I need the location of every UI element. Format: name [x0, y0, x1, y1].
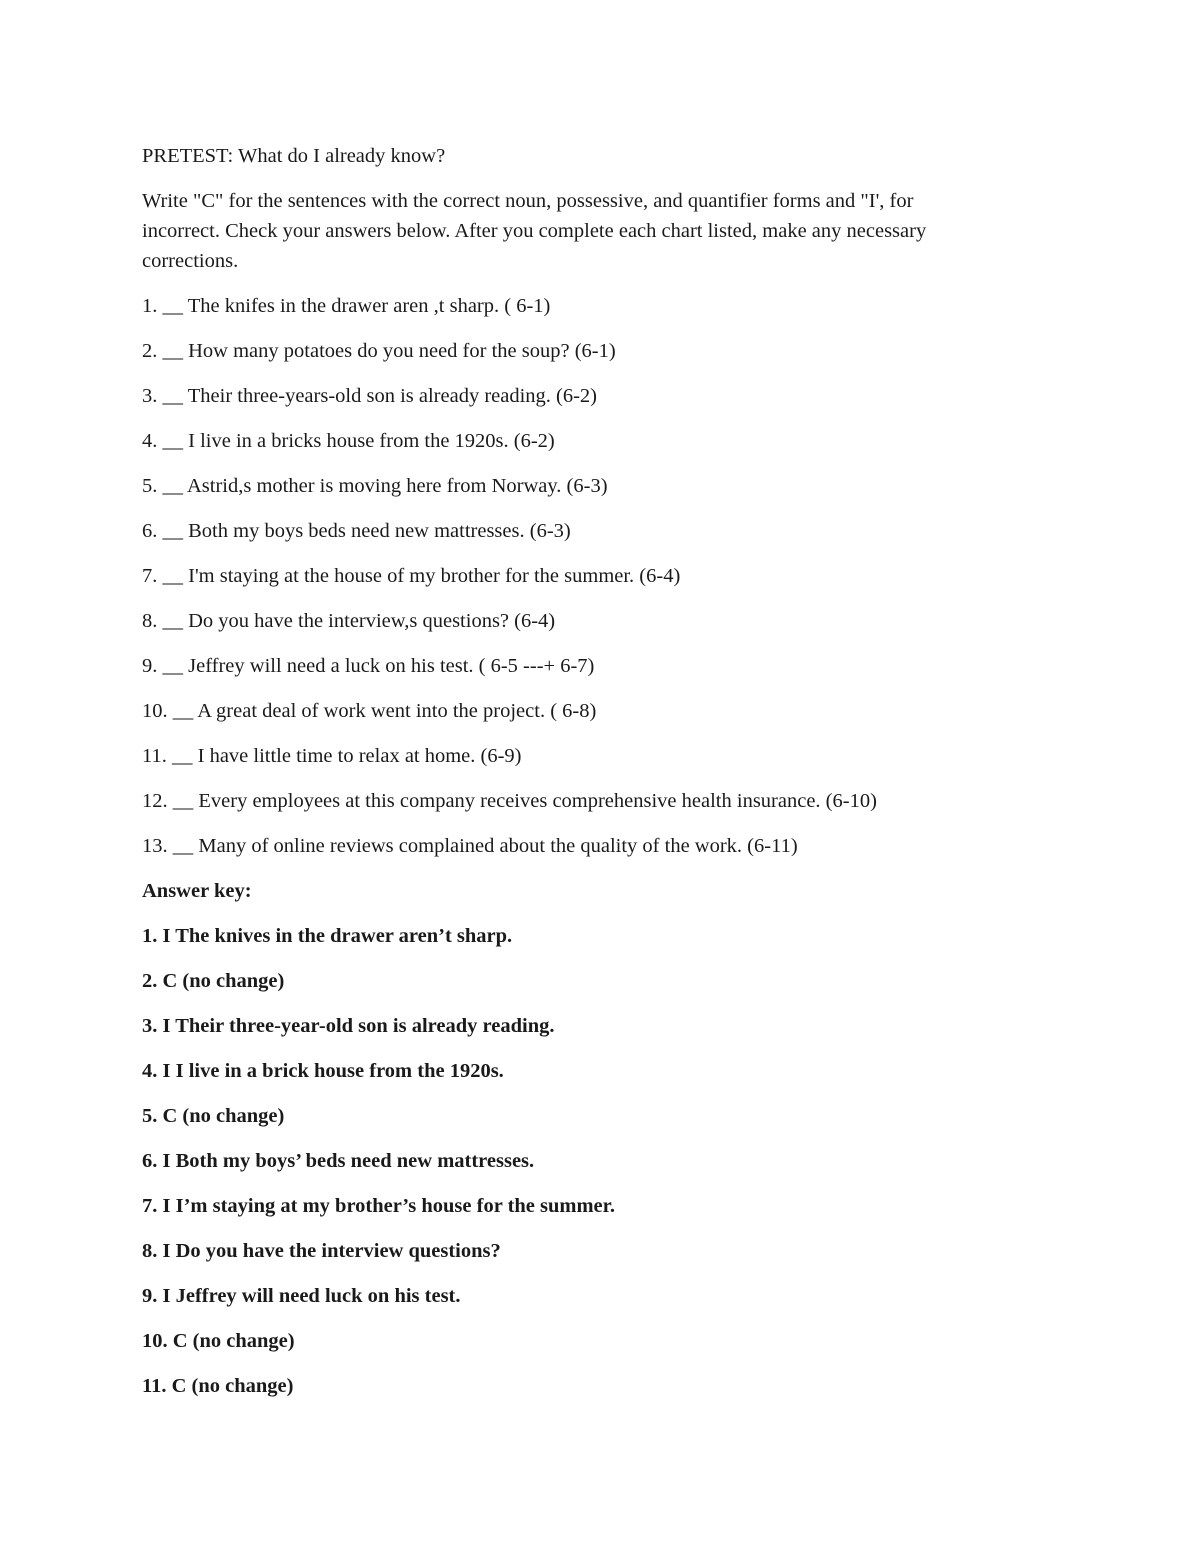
question-item: 13. __ Many of online reviews complained about the quality of the work. (6-11) [142, 835, 798, 857]
question-item: 6. __ Both my boys beds need new mattresses. (6-3) [142, 520, 571, 542]
answer-item: 7. I I’m staying at my brother’s house for the summer. [142, 1195, 615, 1217]
question-item: 10. __ A great deal of work went into the project. ( 6-8) [142, 700, 597, 722]
answer-item: 9. I Jeffrey will need luck on his test. [142, 1285, 461, 1307]
answer-item: 4. I I live in a brick house from the 1920s. [142, 1060, 504, 1082]
question-item: 8. __ Do you have the interview,s questions? (6-4) [142, 610, 556, 632]
answer-item: 11. C (no change) [142, 1375, 294, 1397]
instructions-line: incorrect. Check your answers below. After you complete each chart listed, make any necessary [142, 220, 927, 242]
question-item: 9. __ Jeffrey will need a luck on his test. ( 6-5 ---+ 6-7) [142, 655, 595, 677]
question-item: 1. __ The knifes in the drawer aren ,t sharp. ( 6-1) [142, 295, 551, 317]
instructions-line: Write "C" for the sentences with the correct noun, possessive, and quantifier forms and "I', for [142, 190, 914, 212]
document-page [142, 141, 1052, 1416]
question-item: 11. __ I have little time to relax at home. (6-9) [142, 745, 522, 767]
answer-item: 10. C (no change) [142, 1330, 295, 1352]
answer-item: 8. I Do you have the interview questions? [142, 1240, 501, 1262]
question-item: 5. __ Astrid,s mother is moving here from Norway. (6-3) [142, 475, 608, 497]
answer-item: 3. I Their three-year-old son is already reading. [142, 1015, 555, 1037]
question-item: 7. __ I'm staying at the house of my brother for the summer. (6-4) [142, 565, 681, 587]
instructions-line: corrections. [142, 250, 239, 272]
question-item: 12. __ Every employees at this company receives comprehensive health insurance. (6-10) [142, 790, 877, 812]
question-item: 3. __ Their three-years-old son is already reading. (6-2) [142, 385, 598, 407]
answer-item: 1. I The knives in the drawer aren’t sharp. [142, 925, 513, 947]
answer-item: 2. C (no change) [142, 970, 285, 992]
question-list [142, 291, 1052, 861]
instructions [142, 186, 1052, 276]
answer-key-heading: Answer key: [142, 880, 252, 902]
answer-item: 6. I Both my boys’ beds need new mattresses. [142, 1150, 535, 1172]
question-item: 4. __ I live in a bricks house from the 1920s. (6-2) [142, 430, 555, 452]
answer-item: 5. C (no change) [142, 1105, 285, 1127]
question-item: 2. __ How many potatoes do you need for the soup? (6-1) [142, 340, 616, 362]
answer-key [142, 876, 1052, 1401]
page-title: PRETEST: What do I already know? [142, 145, 446, 167]
